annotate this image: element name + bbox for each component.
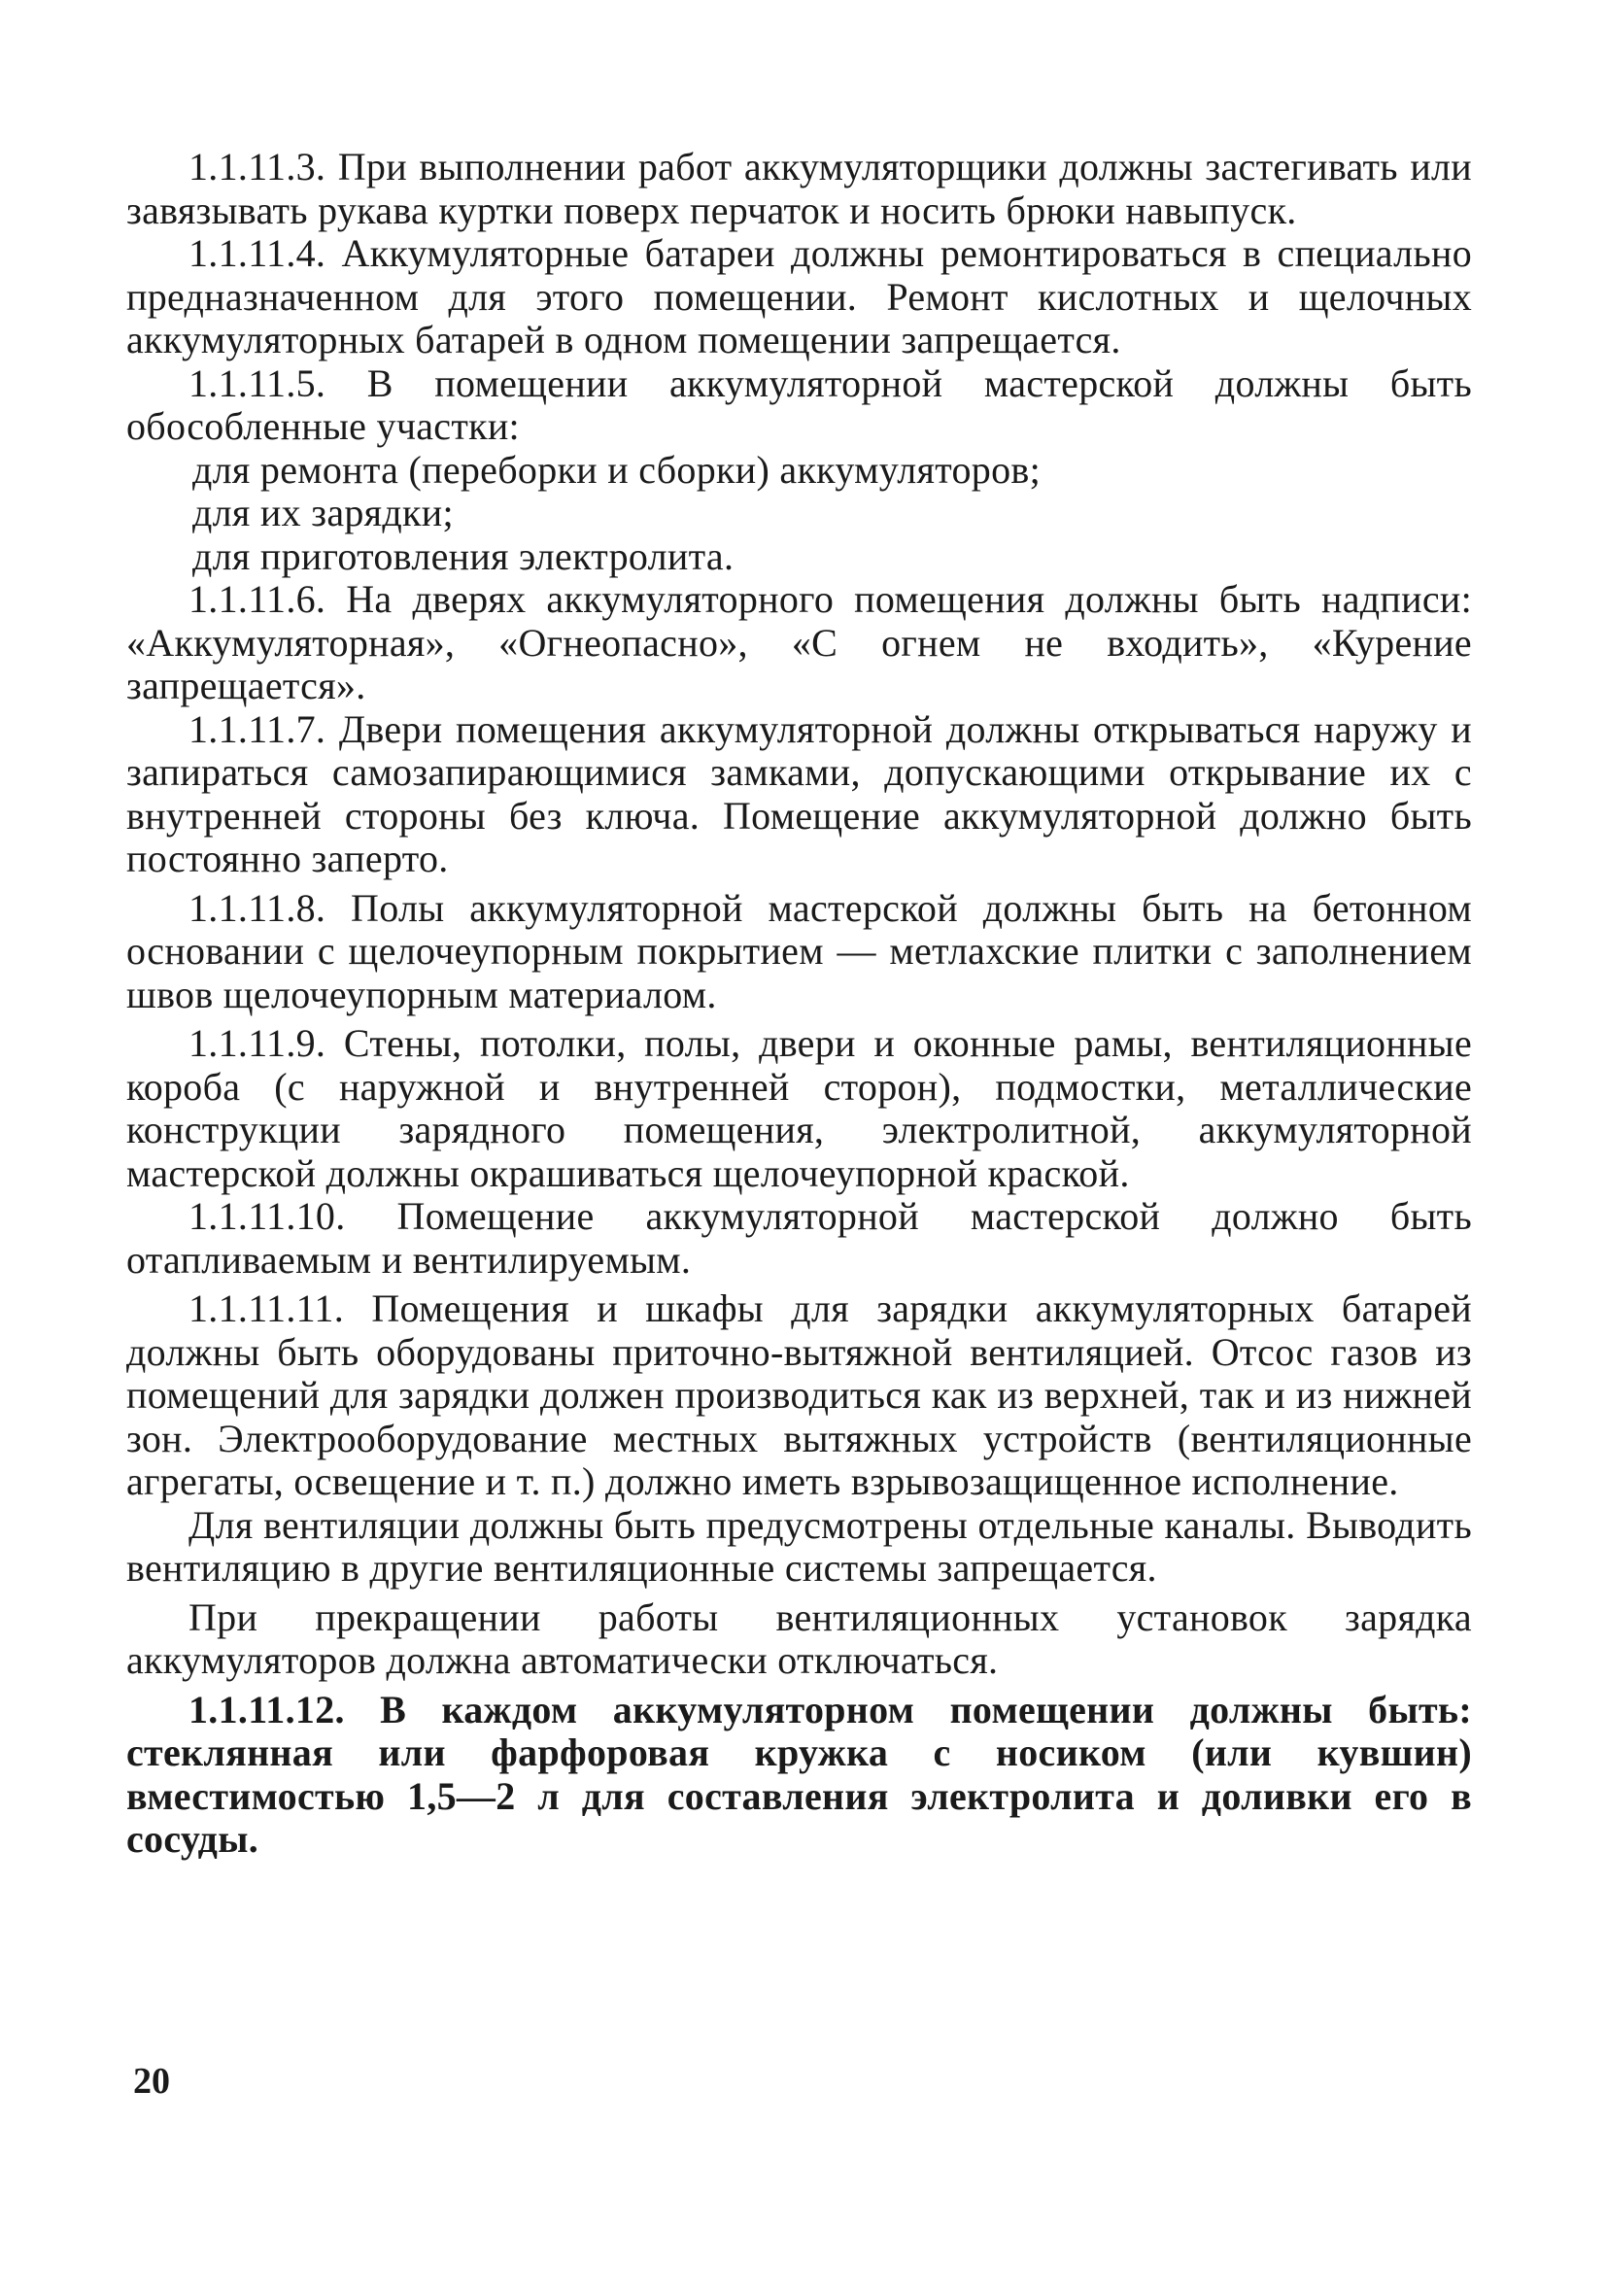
page-number: 20 — [133, 2061, 170, 2102]
list-item-charging: для их зарядки; — [192, 491, 454, 534]
paragraph-ventilation-channels: Для вентиляции должны быть предусмотрены отдельные каналы. Выводить вентиляцию в другие вентиляционные системы запрещается. — [126, 1502, 1472, 1590]
document-body — [126, 146, 1472, 1862]
paragraph-1-1-11-9: 1.1.11.9. Стены, потолки, полы, двери и оконные рамы, вентиляционные короба (с наружной и внутренней сторон), подмостки, металлические конструкции зарядного помещения, электролитной, аккумуляторной мастерской должны окрашиваться щелочеупорной краской. — [126, 1021, 1472, 1195]
paragraph-1-1-11-8: 1.1.11.8. Полы аккумуляторной мастерской должны быть на бетонном основании с щелочеупорным покрытием — метлахские плитки с заполнением швов щелочеупорным материалом. — [126, 885, 1472, 1016]
list-item-electrolyte: для приготовления электролита. — [192, 533, 735, 578]
paragraph-1-1-11-6: 1.1.11.6. На дверях аккумуляторного помещения должны быть надписи: «Аккумуляторная», «Огнеопасно», «С огнем не входить», «Курение запрещается». — [126, 577, 1472, 707]
paragraph-ventilation-stop: При прекращении работы вентиляционных установок зарядка аккумуляторов должна автоматически отключаться. — [126, 1594, 1472, 1682]
paragraph-1-1-11-7: 1.1.11.7. Двери помещения аккумуляторной должны открываться наружу и запираться самозапирающимися замками, допускающими открывание их с внутренней стороны без ключа. Помещение аккумуляторной должно быть постоянно заперто. — [126, 706, 1472, 880]
paragraph-1-1-11-10: 1.1.11.10. Помещение аккумуляторной мастерской должно быть отапливаемым и вентилируемым. — [126, 1194, 1472, 1282]
paragraph-1-1-11-12: 1.1.11.12. В каждом аккумуляторном помещении должны быть: стеклянная или фарфоровая кружка с носиком (или кувшин) вместимостью 1,5—2 л для составления электролита и доливки его в сосуды. — [126, 1687, 1472, 1861]
paragraph-1-1-11-5: 1.1.11.5. В помещении аккумуляторной мастерской должны быть обособленные участки: — [126, 360, 1472, 448]
paragraph-1-1-11-11: 1.1.11.11. Помещения и шкафы для зарядки аккумуляторных батарей должны быть оборудованы приточно-вытяжной вентиляцией. Отсос газов из помещений для зарядки должен производиться как из верхней, так и из нижней зон. Электрооборудование местных вытяжных устройств (вентиляционные агрегаты, освещение и т. п.) должно иметь взрывозащищенное исполнение. — [126, 1286, 1472, 1503]
list-item-repair: для ремонта (переборки и сборки) аккумуляторов; — [192, 447, 1041, 492]
paragraph-1-1-11-3: 1.1.11.3. При выполнении работ аккумуляторщики должны застегивать или завязывать рукава куртки поверх перчаток и носить брюки навыпуск. — [126, 145, 1472, 232]
paragraph-1-1-11-4: 1.1.11.4. Аккумуляторные батареи должны ремонтироваться в специально предназначенном для этого помещении. Ремонт кислотных и щелочных аккумуляторных батарей в одном помещении запрещается. — [126, 231, 1472, 361]
